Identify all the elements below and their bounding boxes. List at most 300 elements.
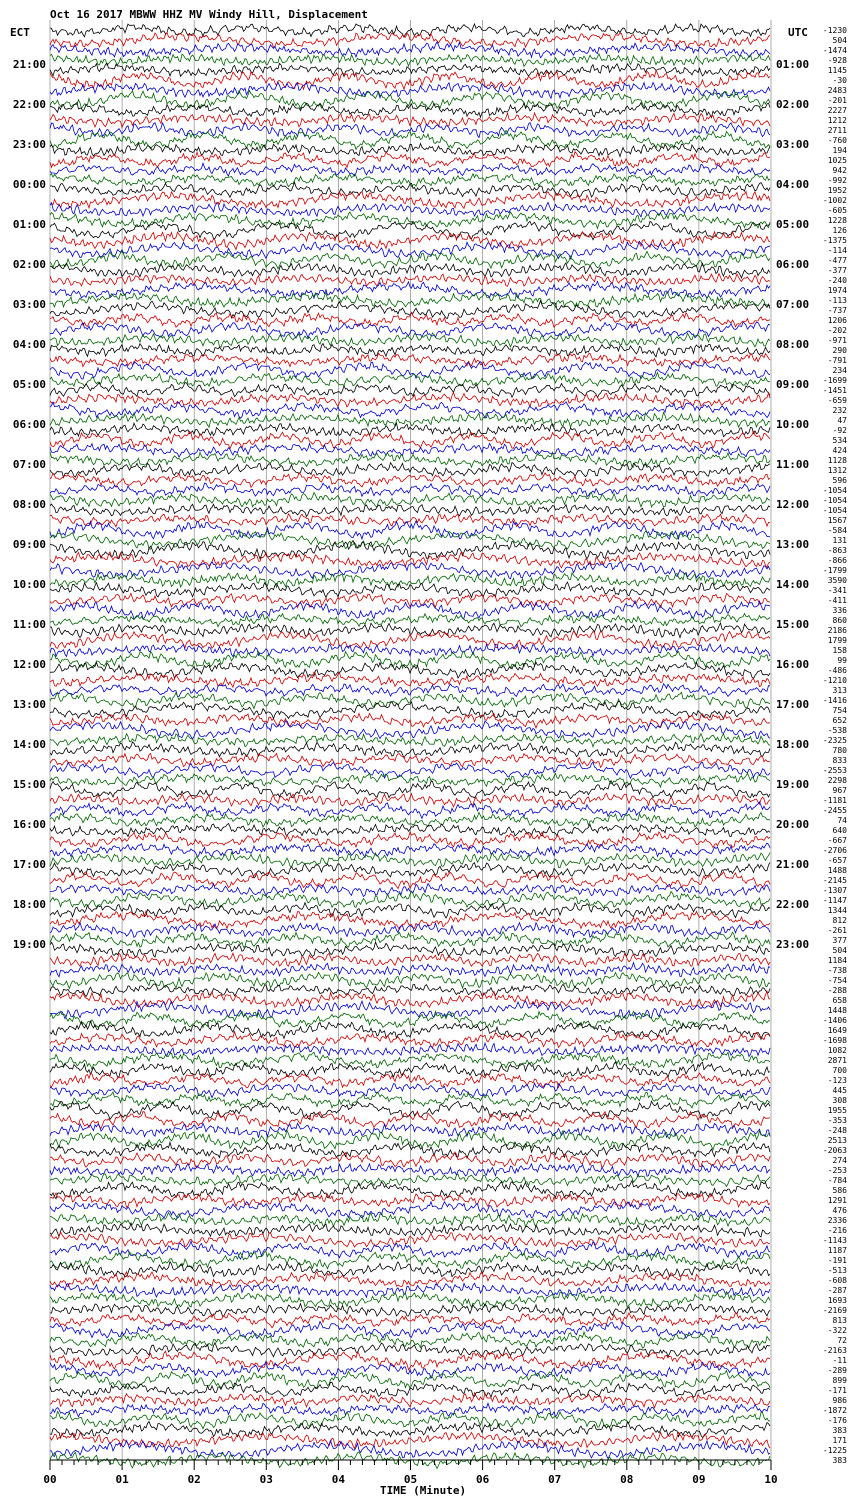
trace-offset-label: -754	[827, 976, 847, 985]
x-tick-label: 02	[187, 1473, 201, 1486]
trace-offset-label: -1054	[822, 496, 847, 505]
right-hour-label: 20:00	[776, 818, 810, 831]
trace-19	[50, 212, 770, 229]
trace-4	[50, 63, 770, 77]
trace-12	[50, 144, 770, 157]
trace-offset-label: 1187	[827, 1246, 847, 1255]
trace-offset-label: 383	[832, 1426, 847, 1435]
trace-offset-label: -176	[827, 1416, 847, 1425]
trace-offset-label: 131	[832, 536, 847, 545]
trace-47	[50, 492, 770, 507]
trace-92	[50, 942, 770, 957]
right-hour-label: 10:00	[776, 418, 810, 431]
trace-offset-label: 780	[832, 746, 847, 755]
trace-30	[50, 322, 770, 338]
trace-offset-label: -1147	[822, 896, 847, 905]
right-hour-label: 12:00	[776, 498, 810, 511]
time-axis	[43, 1460, 777, 1486]
trace-80	[50, 824, 770, 837]
trace-offset-label: -216	[827, 1226, 847, 1235]
right-hour-label: 18:00	[776, 738, 810, 751]
trace-124	[50, 1262, 770, 1277]
trace-offset-label: 1082	[827, 1046, 847, 1055]
trace-offset-label: -114	[827, 246, 847, 255]
trace-offset-label: -253	[827, 1166, 847, 1175]
right-hour-label: 07:00	[776, 298, 810, 311]
left-hour-label: 10:00	[12, 578, 46, 591]
trace-104	[50, 1062, 770, 1077]
trace-93	[50, 953, 770, 967]
trace-offset-label: 1206	[827, 316, 847, 325]
trace-0	[50, 24, 770, 37]
trace-offset-label: -2706	[822, 846, 847, 855]
trace-82	[50, 843, 770, 857]
trace-offset-label: -248	[827, 1126, 847, 1135]
x-tick-label: 07	[548, 1473, 562, 1486]
right-hour-label: 09:00	[776, 378, 810, 391]
trace-85	[50, 872, 770, 889]
trace-130	[50, 1322, 770, 1339]
trace-offset-label: 967	[832, 786, 847, 795]
chart-title: Oct 16 2017 MBWW HHZ MV Windy Hill, Displacement	[50, 8, 368, 21]
left-hour-label: 15:00	[12, 778, 46, 791]
trace-offset-label: 812	[832, 916, 847, 925]
left-hour-label: 05:00	[12, 378, 46, 391]
left-hour-label: 09:00	[12, 538, 46, 551]
trace-offset-label: -608	[827, 1276, 847, 1285]
trace-offset-label: 1448	[827, 1006, 847, 1015]
trace-105	[50, 1073, 770, 1088]
trace-offset-label: -1872	[822, 1406, 847, 1415]
trace-offset-label: 171	[832, 1436, 847, 1445]
trace-offset-label: -1143	[822, 1236, 847, 1245]
trace-offset-label: -287	[827, 1286, 847, 1295]
trace-94	[50, 963, 770, 977]
trace-offset-label: -341	[827, 586, 847, 595]
x-tick-label: 09	[692, 1473, 706, 1486]
trace-offset-label: 290	[832, 346, 847, 355]
left-hour-label: 18:00	[12, 898, 46, 911]
right-hour-label: 16:00	[776, 658, 810, 671]
trace-offset-label: -2169	[822, 1306, 847, 1315]
trace-offset-label: -322	[827, 1326, 847, 1335]
trace-offset-label: 813	[832, 1316, 847, 1325]
left-hour-label: 03:00	[12, 298, 46, 311]
trace-offset-label: -659	[827, 396, 847, 405]
trace-offset-label: 586	[832, 1186, 847, 1195]
trace-offset-label: -377	[827, 266, 847, 275]
trace-83	[50, 853, 770, 868]
trace-142	[50, 1440, 770, 1458]
trace-62	[50, 644, 770, 657]
trace-49	[50, 514, 770, 527]
trace-125	[50, 1272, 770, 1287]
trace-offset-label: -738	[827, 966, 847, 975]
trace-offset-label: -992	[827, 176, 847, 185]
trace-offset-label: -605	[827, 206, 847, 215]
trace-offset-label: 194	[832, 146, 847, 155]
trace-75	[50, 773, 770, 787]
trace-offset-label: -1416	[822, 696, 847, 705]
trace-offset-label: -191	[827, 1256, 847, 1265]
trace-offset-label: -667	[827, 836, 847, 845]
trace-53	[50, 552, 770, 568]
right-hour-label: 03:00	[776, 138, 810, 151]
trace-offset-label: 1184	[827, 956, 847, 965]
left-hour-label: 00:00	[12, 178, 46, 191]
trace-13	[50, 152, 770, 168]
trace-offset-label: 833	[832, 756, 847, 765]
left-hour-label: 19:00	[12, 938, 46, 951]
trace-offset-label: 3590	[827, 576, 847, 585]
trace-offset-label: 596	[832, 476, 847, 485]
right-hour-label: 22:00	[776, 898, 810, 911]
x-tick-label: 10	[764, 1473, 778, 1486]
trace-offset-label: -2455	[822, 806, 847, 815]
trace-56	[50, 582, 770, 598]
trace-offset-label: 1145	[827, 66, 847, 75]
trace-103	[50, 1052, 770, 1069]
trace-46	[50, 483, 770, 497]
trace-1	[50, 33, 770, 49]
trace-132	[50, 1343, 770, 1357]
trace-offset-label: 476	[832, 1206, 847, 1215]
trace-37	[50, 392, 770, 407]
left-hour-label: 12:00	[12, 658, 46, 671]
trace-offset-label: 383	[832, 1456, 847, 1465]
left-hour-label: 08:00	[12, 498, 46, 511]
trace-offset-label: 754	[832, 706, 847, 715]
trace-offset-label: -113	[827, 296, 847, 305]
right-hour-label: 19:00	[776, 778, 810, 791]
trace-offset-label: 1344	[827, 906, 847, 915]
trace-offset-label: 1799	[827, 636, 847, 645]
trace-offset-label: -1225	[822, 1446, 847, 1455]
trace-offset-labels	[823, 26, 847, 1465]
trace-offset-label: -2163	[822, 1346, 847, 1355]
trace-offset-label: -240	[827, 276, 847, 285]
trace-offset-label: -928	[827, 56, 847, 65]
trace-2	[50, 42, 770, 58]
trace-offset-label: -1474	[822, 46, 847, 55]
trace-offset-label: -737	[827, 306, 847, 315]
trace-38	[50, 402, 770, 418]
trace-offset-label: 2483	[827, 86, 847, 95]
trace-offset-label: -538	[827, 726, 847, 735]
trace-119	[50, 1213, 770, 1227]
trace-offset-label: -1230	[822, 26, 847, 35]
trace-offset-label: -1002	[822, 196, 847, 205]
trace-offset-label: -92	[832, 426, 847, 435]
trace-offset-label: -1698	[822, 1036, 847, 1045]
trace-offset-label: -289	[827, 1366, 847, 1375]
trace-offset-label: 942	[832, 166, 847, 175]
trace-offset-label: 1567	[827, 516, 847, 525]
trace-96	[50, 984, 770, 997]
left-hour-label: 06:00	[12, 418, 46, 431]
trace-offset-label: 1488	[827, 866, 847, 875]
left-hour-labels	[13, 58, 46, 951]
trace-14	[50, 163, 770, 176]
right-hour-labels	[776, 58, 809, 951]
trace-126	[50, 1283, 770, 1297]
trace-77	[50, 793, 770, 807]
trace-offset-label: -1451	[822, 386, 847, 395]
x-tick-label: 03	[259, 1473, 273, 1486]
trace-offset-label: -261	[827, 926, 847, 935]
trace-offset-label: 424	[832, 446, 847, 455]
trace-offset-label: 1974	[827, 286, 847, 295]
trace-74	[50, 762, 770, 778]
trace-108	[50, 1101, 770, 1119]
trace-3	[50, 54, 770, 67]
right-hour-label: 23:00	[776, 938, 810, 951]
trace-offset-label: -657	[827, 856, 847, 865]
left-hour-label: 02:00	[12, 258, 46, 271]
trace-69	[50, 713, 770, 728]
x-tick-label: 00	[43, 1473, 57, 1486]
trace-17	[50, 192, 770, 209]
x-tick-label: 05	[403, 1473, 418, 1486]
trace-43	[50, 452, 770, 467]
trace-offset-label: 1128	[827, 456, 847, 465]
trace-offset-label: 274	[832, 1156, 847, 1165]
right-hour-label: 08:00	[776, 338, 810, 351]
trace-offset-label: 504	[832, 946, 847, 955]
trace-26	[50, 282, 770, 299]
trace-offset-label: -30	[832, 76, 847, 85]
trace-offset-label: -2553	[822, 766, 847, 775]
trace-offset-label: -353	[827, 1116, 847, 1125]
trace-115	[50, 1174, 770, 1187]
trace-offset-label: -513	[827, 1266, 847, 1275]
trace-offset-label: 2871	[827, 1056, 847, 1065]
trace-offset-label: 234	[832, 366, 847, 375]
trace-offset-label: 640	[832, 826, 847, 835]
trace-offset-label: -486	[827, 666, 847, 675]
trace-offset-label: -1210	[822, 676, 847, 685]
trace-offset-label: -1181	[822, 796, 847, 805]
trace-offset-label: -1375	[822, 236, 847, 245]
trace-50	[50, 521, 770, 539]
left-hour-label: 01:00	[12, 218, 46, 231]
trace-offset-label: 126	[832, 226, 847, 235]
left-hour-label: 22:00	[12, 98, 46, 111]
seismic-traces	[50, 24, 770, 1469]
trace-129	[50, 1312, 770, 1328]
trace-76	[50, 781, 770, 799]
trace-offset-label: 72	[837, 1336, 847, 1345]
trace-116	[50, 1181, 770, 1199]
trace-offset-label: -866	[827, 556, 847, 565]
trace-offset-label: 445	[832, 1086, 847, 1095]
x-tick-label: 04	[331, 1473, 346, 1486]
right-hour-label: 13:00	[776, 538, 810, 551]
trace-offset-label: -1699	[822, 376, 847, 385]
trace-offset-label: 1312	[827, 466, 847, 475]
trace-9	[50, 113, 770, 127]
trace-137	[50, 1393, 770, 1408]
trace-120	[50, 1223, 770, 1237]
trace-114	[50, 1164, 770, 1177]
trace-60	[50, 623, 770, 638]
trace-offset-label: 2513	[827, 1136, 847, 1145]
right-hour-label: 21:00	[776, 858, 810, 871]
trace-offset-label: 986	[832, 1396, 847, 1405]
trace-offset-label: 47	[837, 416, 847, 425]
trace-offset-label: -863	[827, 546, 847, 555]
left-hour-label: 11:00	[12, 618, 46, 631]
trace-107	[50, 1092, 770, 1108]
right-hour-label: 11:00	[776, 458, 810, 471]
right-hour-label: 17:00	[776, 698, 810, 711]
trace-25	[50, 274, 770, 287]
trace-offset-label: -201	[827, 96, 847, 105]
right-hour-label: 01:00	[776, 58, 810, 71]
trace-59	[50, 614, 770, 627]
trace-6	[50, 82, 770, 98]
trace-112	[50, 1142, 770, 1158]
trace-offset-label: 2186	[827, 626, 847, 635]
x-tick-label: 08	[620, 1473, 634, 1486]
trace-36	[50, 382, 770, 397]
trace-offset-label: 308	[832, 1096, 847, 1105]
trace-offset-label: -411	[827, 596, 847, 605]
trace-offset-label: -971	[827, 336, 847, 345]
right-hour-label: 15:00	[776, 618, 810, 631]
trace-20	[50, 221, 770, 240]
right-timezone-label: UTC	[788, 26, 808, 39]
trace-offset-label: -1799	[822, 566, 847, 575]
trace-99	[50, 1011, 770, 1028]
trace-offset-label: 1649	[827, 1026, 847, 1035]
trace-offset-label: 313	[832, 686, 847, 695]
trace-offset-label: 652	[832, 716, 847, 725]
left-hour-label: 16:00	[12, 818, 46, 831]
trace-offset-label: 899	[832, 1376, 847, 1385]
x-tick-label: 06	[475, 1473, 490, 1486]
trace-87	[50, 891, 770, 908]
trace-offset-label: 2298	[827, 776, 847, 785]
trace-90	[50, 922, 770, 937]
trace-121	[50, 1232, 770, 1247]
trace-offset-label: -1054	[822, 486, 847, 495]
left-hour-label: 23:00	[12, 138, 46, 151]
trace-offset-label: 1025	[827, 156, 847, 165]
trace-48	[50, 504, 770, 517]
trace-offset-label: 860	[832, 616, 847, 625]
trace-5	[50, 71, 770, 90]
x-tick-label: 01	[115, 1473, 129, 1486]
trace-offset-label: -760	[827, 136, 847, 145]
right-hour-label: 05:00	[776, 218, 810, 231]
trace-offset-label: 2227	[827, 106, 847, 115]
trace-offset-label: -123	[827, 1076, 847, 1085]
trace-offset-label: 74	[837, 816, 847, 825]
trace-offset-label: 534	[832, 436, 847, 445]
trace-offset-label: -584	[827, 526, 847, 535]
trace-68	[50, 701, 770, 719]
trace-138	[50, 1403, 770, 1417]
trace-offset-label: -202	[827, 326, 847, 335]
trace-offset-label: -2063	[822, 1146, 847, 1155]
trace-offset-label: -477	[827, 256, 847, 265]
trace-offset-label: -288	[827, 986, 847, 995]
trace-offset-label: 336	[832, 606, 847, 615]
trace-57	[50, 593, 770, 607]
trace-offset-label: 2711	[827, 126, 847, 135]
trace-40	[50, 423, 770, 437]
trace-123	[50, 1252, 770, 1269]
trace-offset-label: -784	[827, 1176, 847, 1185]
trace-offset-label: 1693	[827, 1296, 847, 1305]
x-axis-label: TIME (Minute)	[380, 1484, 467, 1497]
left-hour-label: 13:00	[12, 698, 46, 711]
trace-offset-label: -1054	[822, 506, 847, 515]
trace-18	[50, 202, 770, 217]
trace-110	[50, 1123, 770, 1138]
right-hour-label: 06:00	[776, 258, 810, 271]
right-hour-label: 02:00	[776, 98, 810, 111]
trace-offset-label: -791	[827, 356, 847, 365]
trace-offset-label: 1291	[827, 1196, 847, 1205]
trace-offset-label: -2325	[822, 736, 847, 745]
trace-offset-label: -2145	[822, 876, 847, 885]
left-hour-label: 21:00	[12, 58, 46, 71]
trace-offset-label: -171	[827, 1386, 847, 1395]
trace-32	[50, 344, 770, 357]
trace-70	[50, 721, 770, 739]
trace-95	[50, 972, 770, 988]
right-hour-label: 14:00	[776, 578, 810, 591]
left-timezone-label: ECT	[10, 26, 30, 39]
trace-offset-label: -1406	[822, 1016, 847, 1025]
trace-136	[50, 1382, 770, 1397]
trace-33	[50, 353, 770, 366]
trace-79	[50, 812, 770, 827]
trace-73	[50, 754, 770, 768]
trace-134	[50, 1362, 770, 1379]
trace-offset-label: 232	[832, 406, 847, 415]
trace-offset-label: 700	[832, 1066, 847, 1075]
trace-offset-label: 2336	[827, 1216, 847, 1225]
trace-61	[50, 631, 770, 650]
trace-63	[50, 651, 770, 668]
trace-42	[50, 443, 770, 457]
trace-24	[50, 263, 770, 278]
trace-offset-label: 158	[832, 646, 847, 655]
trace-offset-label: 658	[832, 996, 847, 1005]
trace-offset-label: 99	[837, 656, 847, 665]
trace-81	[50, 832, 770, 849]
trace-offset-label: 1212	[827, 116, 847, 125]
left-hour-label: 07:00	[12, 458, 46, 471]
left-hour-label: 17:00	[12, 858, 46, 871]
trace-16	[50, 182, 770, 197]
trace-39	[50, 413, 770, 428]
left-hour-label: 04:00	[12, 338, 46, 351]
trace-offset-label: 1952	[827, 186, 847, 195]
trace-45	[50, 473, 770, 488]
trace-offset-label: 504	[832, 36, 847, 45]
trace-offset-label: -1307	[822, 886, 847, 895]
trace-118	[50, 1202, 770, 1219]
trace-offset-label: 377	[832, 936, 847, 945]
trace-64	[50, 662, 770, 678]
trace-41	[50, 431, 770, 448]
trace-91	[50, 932, 770, 947]
right-hour-label: 04:00	[776, 178, 810, 191]
